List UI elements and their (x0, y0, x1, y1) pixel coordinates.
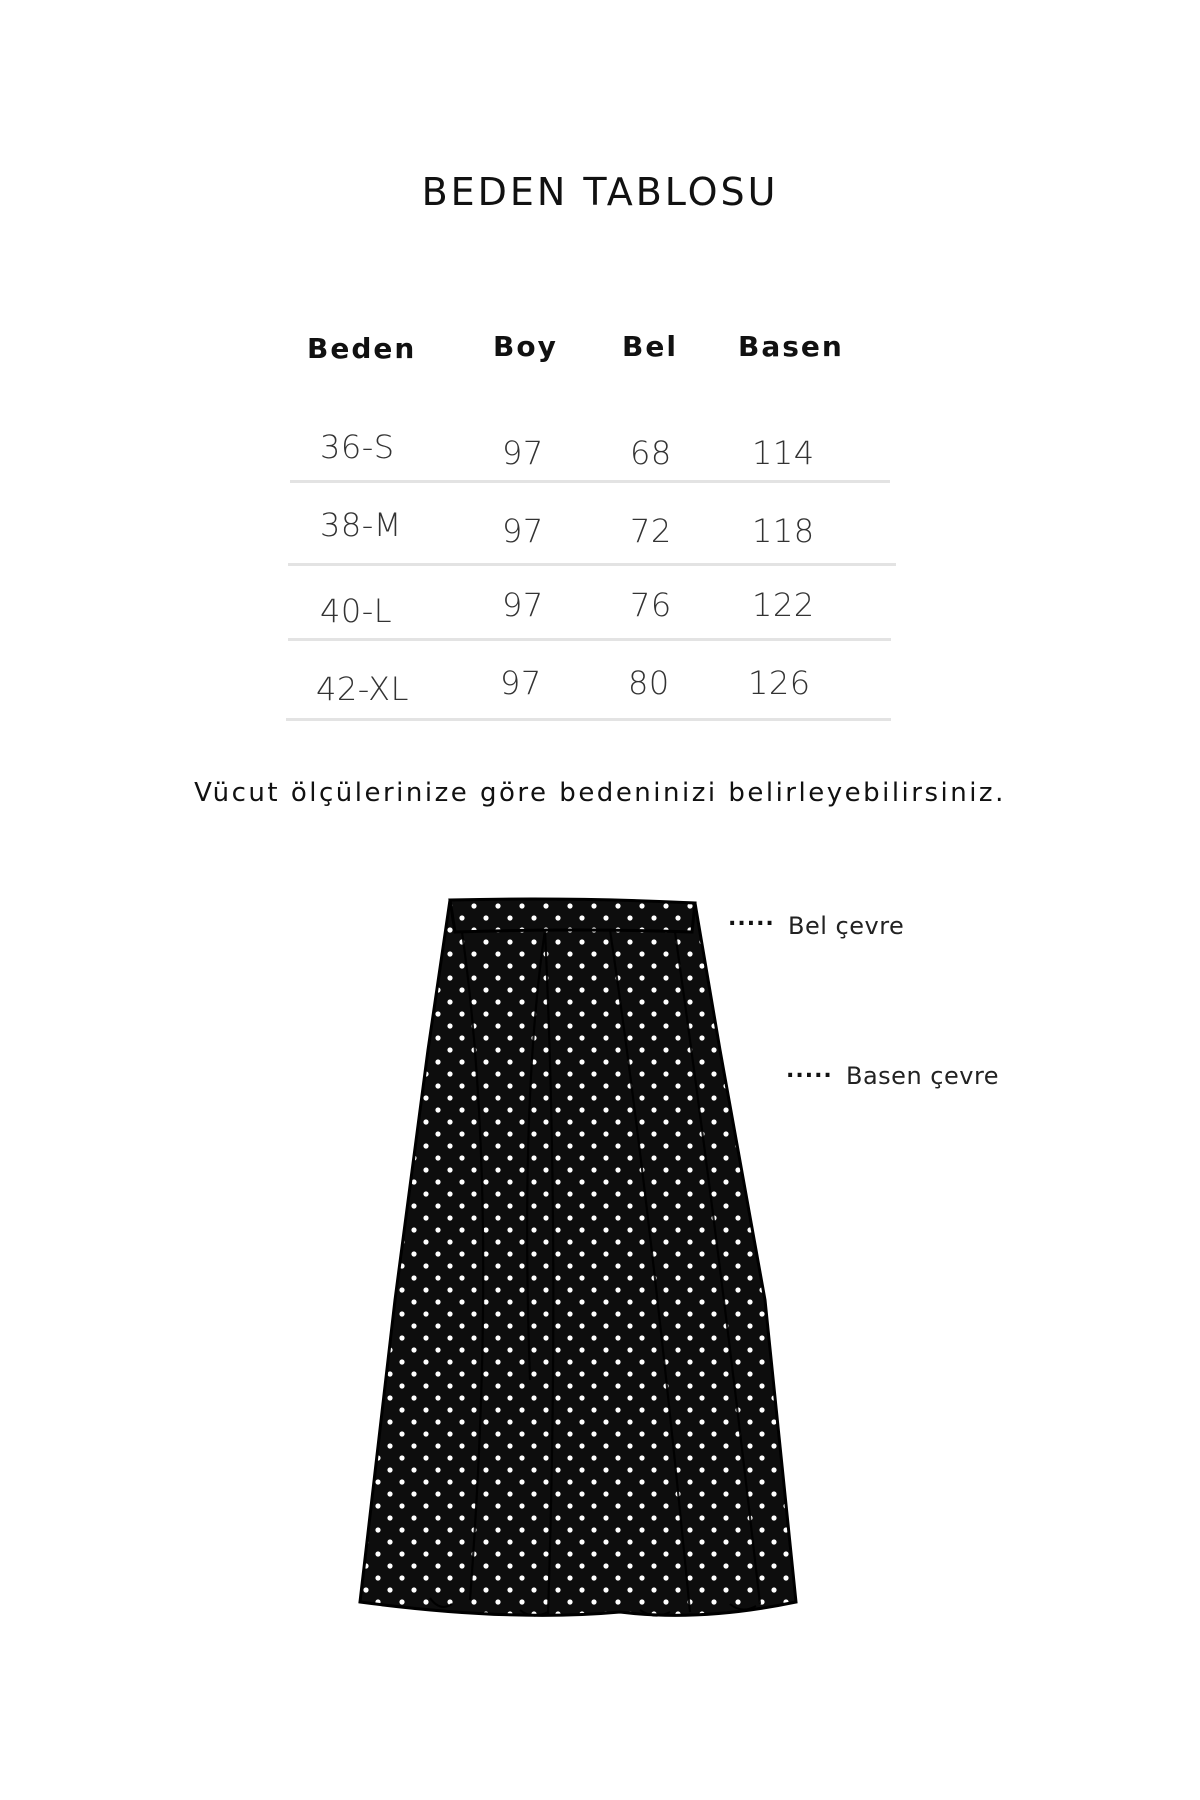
waist-dotted-marker: ..... (728, 906, 775, 931)
table-cell-boy: 97 (502, 434, 544, 472)
table-cell-size: 42-XL (316, 670, 409, 708)
table-cell-basen: 126 (748, 664, 811, 702)
table-cell-boy: 97 (500, 664, 542, 702)
table-cell-bel: 80 (628, 664, 670, 702)
table-cell-bel: 68 (630, 434, 672, 472)
table-cell-bel: 72 (630, 512, 672, 550)
header-beden: Beden (307, 332, 417, 365)
header-bel: Bel (622, 330, 678, 363)
table-cell-boy: 97 (502, 512, 544, 550)
table-cell-size: 40-L (320, 592, 393, 630)
table-cell-bel: 76 (630, 586, 672, 624)
table-cell-size: 38-M (320, 506, 402, 544)
table-cell-basen: 118 (752, 512, 815, 550)
header-basen: Basen (738, 330, 844, 363)
page-title: BEDEN TABLOSU (421, 170, 779, 214)
instruction-note: Vücut ölçülerinize göre bedeninizi belirleyebilirsiniz. (194, 778, 1006, 808)
skirt-waistband (450, 899, 695, 932)
waist-measurement-label: Bel çevre (788, 912, 905, 940)
hip-dotted-marker: ..... (786, 1058, 833, 1083)
table-cell-basen: 122 (752, 586, 815, 624)
hip-measurement-label: Basen çevre (846, 1062, 1000, 1090)
header-boy: Boy (493, 330, 558, 363)
table-cell-boy: 97 (502, 586, 544, 624)
skirt-body (360, 900, 796, 1615)
table-cell-size: 36-S (320, 428, 395, 466)
table-cell-basen: 114 (752, 434, 815, 472)
